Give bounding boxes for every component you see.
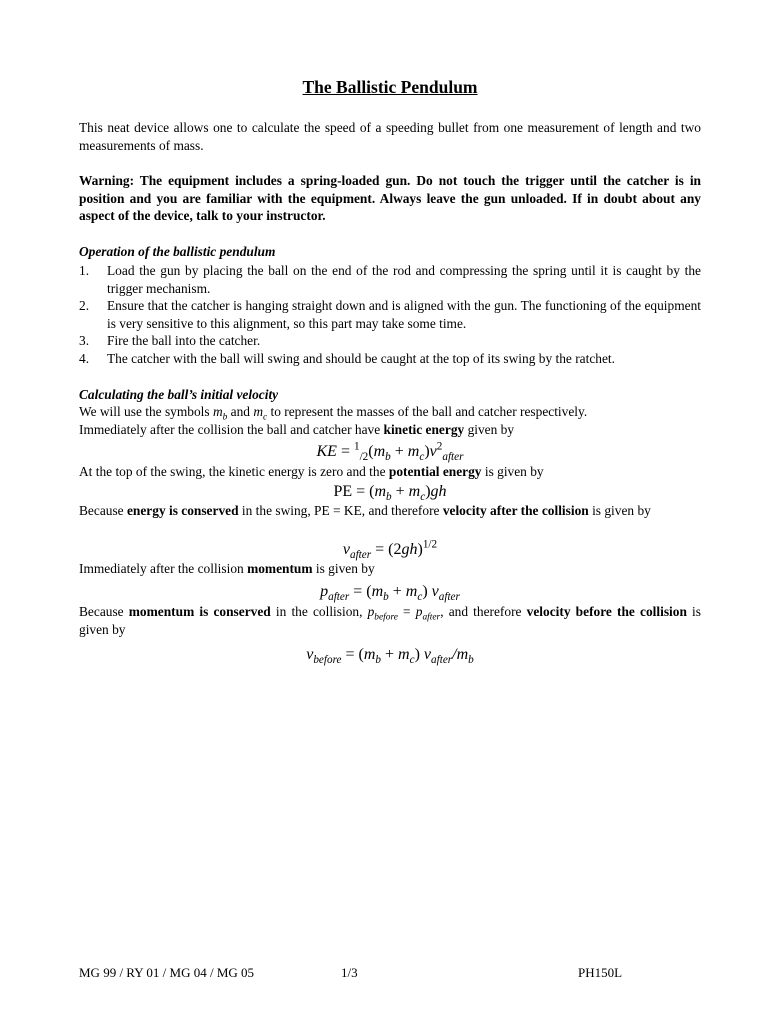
conservation-line: Because momentum is conserved in the collision, $p_{before} = p_{after}$, and therefore velocity before the collision is given by bbox=[79, 604, 701, 637]
p-after-equation: $p_{after} = (m_b + m_c)$ $v_{after}$ bbox=[320, 583, 460, 604]
momentum-line: Immediately after the collision momentum is given by bbox=[79, 561, 375, 576]
ke-equation: KE = $^1_{/2}(m_b + m_c)v^2_{after}$ bbox=[316, 440, 464, 464]
intro-paragraph: This neat device allows one to calculate the speed of a speeding bullet from one measurement of length and two measurements of mass. bbox=[79, 120, 701, 153]
footer-page-number: 1/3 bbox=[341, 965, 358, 980]
symbols-line: We will use the symbols $m_b$ and $m_c$ to represent the masses of the ball and catcher respectively. bbox=[79, 404, 588, 423]
ke-line: Immediately after the collision the ball and catcher have kinetic energy given by bbox=[79, 422, 515, 437]
footer-left: MG 99 / RY 01 / MG 04 / MG 05 bbox=[79, 965, 255, 980]
pe-equation: PE = $(m_b + m_c)gh$ bbox=[333, 483, 447, 504]
pe-line: At the top of the swing, the kinetic energy is zero and the potential energy is given by bbox=[79, 464, 544, 479]
list-item: 4. The catcher with the ball will swing and should be caught at the top of its swing by the ratchet. bbox=[79, 350, 615, 366]
v-before-equation: $v_{before} = (m_b + m_c)$ $v_{after}/m_b$ bbox=[306, 646, 474, 667]
v-after-equation: $v_{after} = (2gh)^{1/2}$ bbox=[342, 538, 438, 562]
document-title: The Ballistic Pendulum bbox=[302, 77, 478, 97]
list-item: 1. Load the gun by placing the ball on the end of the rod and compressing the spring until it is caught by the trigger mechanism. bbox=[79, 263, 701, 296]
operation-steps-list bbox=[79, 262, 701, 367]
operation-heading: Operation of the ballistic pendulum bbox=[79, 244, 276, 259]
calc-heading: Calculating the ball’s initial velocity bbox=[79, 387, 279, 402]
list-item: 3. Fire the ball into the catcher. bbox=[79, 333, 261, 348]
footer-right: PH150L bbox=[578, 965, 623, 980]
list-item: 2. Ensure that the catcher is hanging straight down and is aligned with the gun. The functioning of the equipment is very sensitive to this alignment, so this part may take some time. bbox=[79, 298, 701, 331]
warning-paragraph: Warning: The equipment includes a spring-loaded gun. Do not touch the trigger until the catcher is in position and you are familiar with the equipment. Always leave the gun unloaded. If in doubt about any aspect of the device, talk to your instructor. bbox=[79, 173, 701, 223]
velocity-after-line: Because energy is conserved in the swing, PE = KE, and therefore velocity after the collision is given by bbox=[79, 503, 651, 518]
